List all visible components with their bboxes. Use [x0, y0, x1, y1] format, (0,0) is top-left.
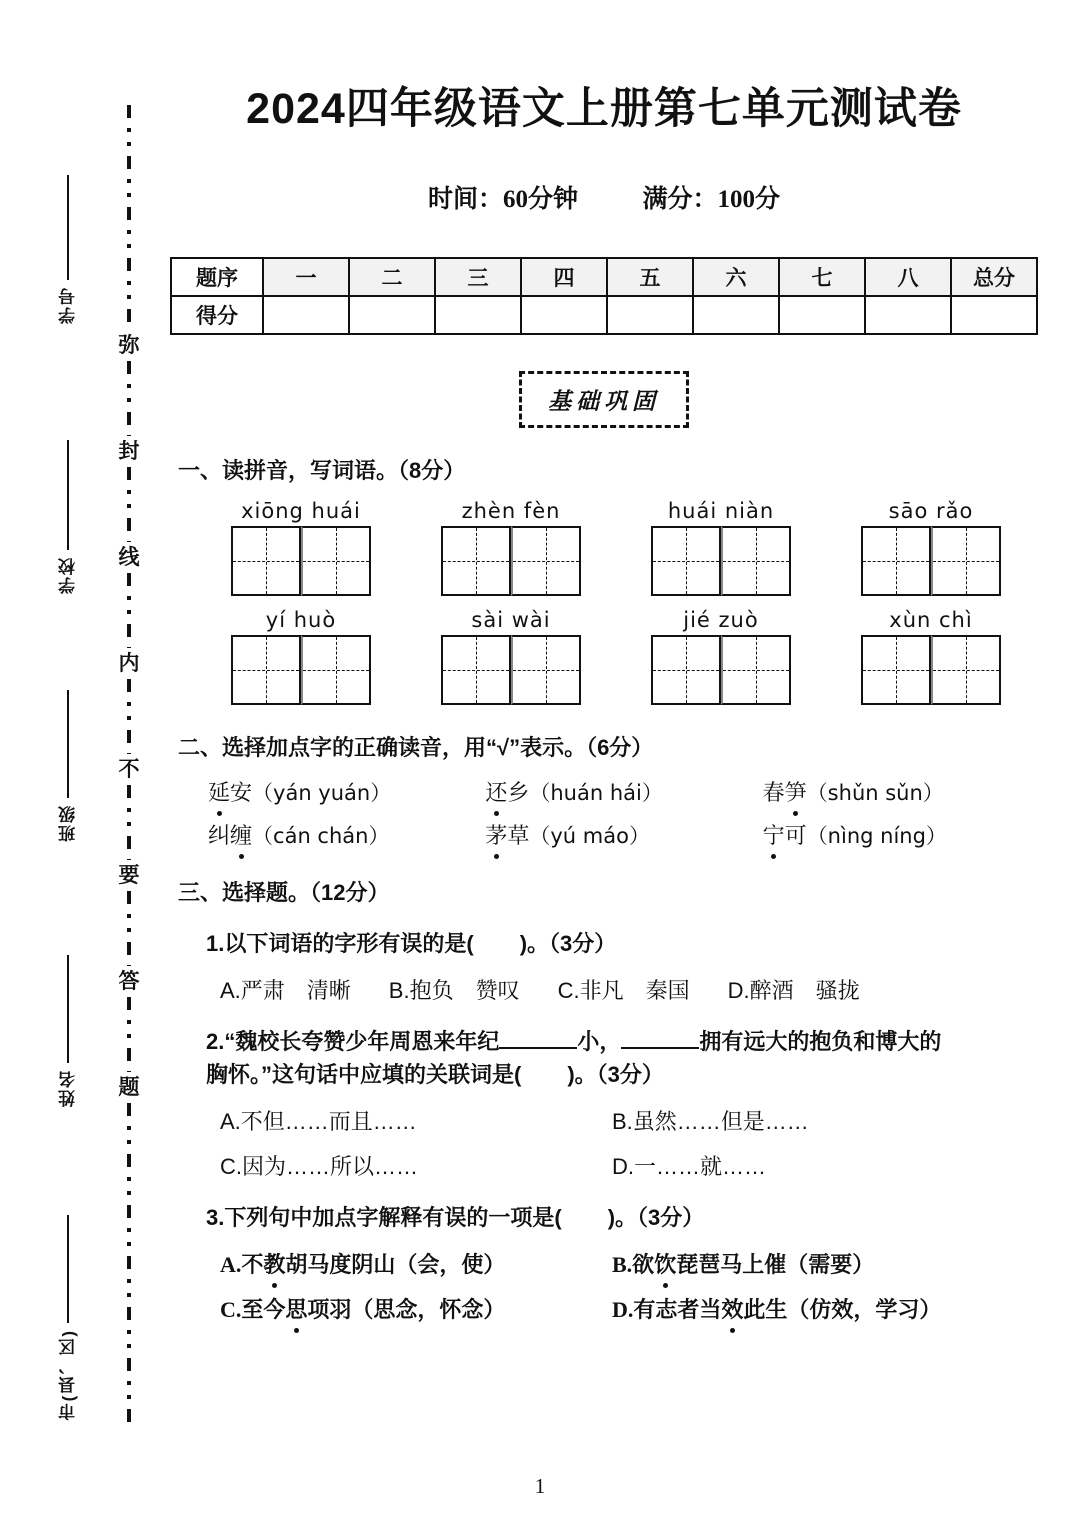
- mc-option-1-d[interactable]: D.醉酒 骚拢: [727, 978, 860, 1004]
- mc-option-3-a-suffix: 胡马度阴山（会，使）: [285, 1252, 506, 1278]
- score-table-row-label-tixu: 题序: [171, 258, 263, 296]
- tianzi-cell[interactable]: [441, 526, 511, 596]
- exam-time: 时间：60分钟: [427, 186, 578, 214]
- reading-options-2[interactable]: （huán hái）: [529, 781, 663, 806]
- reading-word-post-1: 安: [230, 780, 253, 806]
- tianzi-cell[interactable]: [441, 635, 511, 705]
- mc-option-3-b[interactable]: [612, 1248, 1004, 1279]
- mc-option-3-d-prefix: D.有志者当: [612, 1297, 722, 1323]
- tianzi-cell[interactable]: [721, 526, 791, 596]
- tianzi-pair-8[interactable]: [861, 635, 1001, 705]
- mc-question-2-number: 2.: [206, 1029, 225, 1055]
- seal-char-nei: 内: [118, 652, 140, 675]
- tianzi-cell[interactable]: [721, 635, 791, 705]
- tianzi-cell[interactable]: [511, 526, 581, 596]
- reading-item-1[interactable]: [208, 776, 485, 807]
- section-heading-one: 一、读拼音，写词语。（8分）: [178, 458, 466, 484]
- left-margin: [0, 0, 160, 1527]
- margin-label-group-xuexiao: [40, 440, 96, 594]
- score-col-2: 二: [349, 258, 435, 296]
- reading-row-1: [208, 776, 1040, 807]
- pinyin-label-8: xùn chì: [889, 608, 973, 633]
- mc-option-3-d[interactable]: [612, 1293, 1004, 1324]
- seal-dash-segment: [127, 573, 131, 648]
- page-title: 2024四年级语文上册第七单元测试卷: [246, 85, 962, 133]
- dotted-char-5: 茅: [485, 819, 507, 850]
- mc-options-3-row1: [220, 1248, 1040, 1279]
- dotted-char-6: 宁: [763, 819, 785, 850]
- reading-word-post-5: 草: [507, 823, 530, 849]
- reading-item-6[interactable]: [763, 819, 1040, 850]
- fill-blank-2-2[interactable]: [621, 1047, 699, 1049]
- margin-label-xingming: 姓名: [58, 1069, 78, 1107]
- table-row-headers: [171, 258, 1037, 296]
- margin-rule: [67, 690, 69, 798]
- pinyin-item-3: [616, 499, 826, 596]
- seal-char-xian: 线: [118, 546, 140, 569]
- mc-question-3-stem: [206, 1201, 1040, 1234]
- mc-option-2-d[interactable]: D.一……就……: [612, 1154, 767, 1180]
- tianzi-cell[interactable]: [511, 635, 581, 705]
- reading-options-6[interactable]: （nìng níng）: [806, 824, 947, 849]
- pinyin-exercise-block: [168, 499, 1040, 705]
- score-cell-1[interactable]: [263, 296, 349, 334]
- pinyin-label-2: zhèn fèn: [461, 499, 561, 524]
- dotted-char-si: 思: [285, 1293, 307, 1324]
- reading-item-3[interactable]: [763, 776, 1040, 807]
- mc-question-1-stem: [206, 927, 1040, 960]
- reading-exercise-block: [168, 776, 1040, 850]
- dotted-char-2: 还: [485, 776, 507, 807]
- score-col-1: 一: [263, 258, 349, 296]
- score-cell-4[interactable]: [521, 296, 607, 334]
- pinyin-item-1: [196, 499, 406, 596]
- mc-option-2-c[interactable]: C.因为……所以……: [220, 1154, 419, 1180]
- table-row-scores: [171, 296, 1037, 334]
- margin-label-xuehao: 学号: [58, 286, 78, 324]
- score-col-4: 四: [521, 258, 607, 296]
- reading-word-post-6: 可: [784, 823, 807, 849]
- exam-meta: [168, 179, 1040, 215]
- tianzi-pair-6[interactable]: [441, 635, 581, 705]
- reading-options-4[interactable]: （cán chán）: [252, 824, 390, 849]
- mc-option-1-c[interactable]: C.非凡 秦国: [557, 978, 690, 1004]
- dotted-char-jiao: 教: [263, 1248, 285, 1279]
- mc-question-1-text: 以下词语的字形有误的是(: [224, 931, 474, 957]
- dotted-char-3: 笋: [785, 776, 807, 807]
- score-col-6: 六: [693, 258, 779, 296]
- mc-option-3-c-prefix: C.至今: [220, 1297, 286, 1323]
- seal-dash-segment: [127, 679, 131, 754]
- seal-char-ti: 题: [118, 1076, 140, 1099]
- score-cell-2[interactable]: [349, 296, 435, 334]
- margin-label-xuexiao: 学校: [58, 556, 78, 594]
- seal-dash-segment: [127, 891, 131, 966]
- margin-label-group-banji: [40, 690, 96, 842]
- reading-options-1[interactable]: （yán yuán）: [252, 781, 392, 806]
- score-table-row-label-defen: 得分: [171, 296, 263, 334]
- score-cell-6[interactable]: [693, 296, 779, 334]
- tianzi-cell[interactable]: [651, 635, 721, 705]
- mc-option-3-c-suffix: 项羽（思念，怀念）: [307, 1297, 506, 1323]
- pinyin-item-5: [196, 608, 406, 705]
- score-cell-total[interactable]: [951, 296, 1037, 334]
- seal-dash-segment: [127, 467, 131, 542]
- mc-options-2-row1: [220, 1105, 1040, 1136]
- pinyin-label-5: yí huò: [265, 608, 337, 633]
- pinyin-label-3: huái niàn: [667, 499, 775, 524]
- tianzi-cell[interactable]: [301, 526, 371, 596]
- mc-options-1: [220, 974, 1040, 1005]
- tianzi-cell[interactable]: [861, 526, 931, 596]
- tianzi-cell[interactable]: [931, 526, 1001, 596]
- section-badge-jichugonggu: 基础巩固: [519, 371, 689, 428]
- margin-rule: [67, 175, 69, 280]
- margin-rule: [67, 955, 69, 1063]
- tianzi-cell[interactable]: [931, 635, 1001, 705]
- tianzi-pair-1[interactable]: [231, 526, 371, 596]
- tianzi-cell[interactable]: [231, 635, 301, 705]
- exam-total-score: 满分：100分: [642, 186, 781, 214]
- score-col-3: 三: [435, 258, 521, 296]
- seal-dash-segment: [127, 105, 131, 330]
- margin-rule: [67, 1215, 69, 1323]
- pinyin-item-6: [406, 608, 616, 705]
- pinyin-item-2: [406, 499, 616, 596]
- tianzi-pair-3[interactable]: [651, 526, 791, 596]
- mc-question-3-text: 下列句中加点字解释有误的一项是(: [224, 1205, 562, 1231]
- mc-question-3-tail: )。（3分）: [607, 1205, 705, 1231]
- tianzi-cell[interactable]: [231, 526, 301, 596]
- reading-word-pre-3: 春: [762, 780, 785, 806]
- seal-line: [112, 105, 146, 1425]
- seal-dash-segment: [127, 1103, 131, 1425]
- mc-option-3-a[interactable]: [220, 1248, 612, 1279]
- tianzi-cell[interactable]: [651, 526, 721, 596]
- tianzi-pair-2[interactable]: [441, 526, 581, 596]
- pinyin-label-6: sài wài: [471, 608, 551, 633]
- section-heading-three: 三、选择题。（12分）: [178, 880, 390, 906]
- score-cell-5[interactable]: [607, 296, 693, 334]
- score-col-total: 总分: [951, 258, 1037, 296]
- mc-option-2-b[interactable]: B.虽然……但是……: [612, 1109, 809, 1135]
- reading-row-2: [208, 819, 1040, 850]
- seal-char-da: 答: [118, 970, 140, 993]
- tianzi-cell[interactable]: [301, 635, 371, 705]
- mc-question-2-text-part1: “魏校长夸赞少年周恩来年纪: [224, 1029, 500, 1055]
- reading-item-2[interactable]: [485, 776, 762, 807]
- seal-dash-segment: [127, 997, 131, 1072]
- pinyin-item-8: [826, 608, 1036, 705]
- score-cell-7[interactable]: [779, 296, 865, 334]
- page-number: 1: [534, 1474, 546, 1498]
- score-cell-3[interactable]: [435, 296, 521, 334]
- score-table: [170, 257, 1038, 335]
- seal-char-yao: 要: [118, 864, 140, 887]
- tianzi-pair-7[interactable]: [651, 635, 791, 705]
- mc-options-2-row2: [220, 1150, 1040, 1181]
- mc-option-3-c[interactable]: [220, 1293, 612, 1324]
- reading-item-4[interactable]: [208, 819, 485, 850]
- margin-rule: [67, 440, 69, 550]
- mc-options-3-row2: [220, 1293, 1040, 1324]
- fill-blank-2-1[interactable]: [499, 1047, 577, 1049]
- reading-item-5[interactable]: [485, 819, 762, 850]
- mc-option-1-b[interactable]: B.抱负 赞叹: [388, 978, 520, 1004]
- mc-question-2-tail: )。（3分）: [567, 1062, 664, 1088]
- pinyin-item-7: [616, 608, 826, 705]
- margin-label-banji: 班级: [58, 804, 78, 842]
- mc-option-3-b-prefix: B.欲: [612, 1252, 655, 1278]
- seal-dash-segment: [127, 785, 131, 860]
- badge-wrap: [168, 371, 1040, 428]
- seal-char-feng: 封: [118, 440, 140, 463]
- score-col-7: 七: [779, 258, 865, 296]
- mc-question-1-number: 1.: [206, 931, 225, 957]
- margin-label-group-xingming: [40, 955, 96, 1107]
- mc-option-3-b-suffix: 琵琶马上催（需要）: [676, 1252, 875, 1278]
- reading-options-5[interactable]: （yú máo）: [529, 824, 650, 849]
- tianzi-pair-4[interactable]: [861, 526, 1001, 596]
- section-heading-two: 二、选择加点字的正确读音，用“√”表示。（6分）: [178, 735, 654, 761]
- mc-question-2-text-part2: 小，: [577, 1029, 622, 1055]
- margin-label-group-xuehao: [40, 175, 96, 324]
- dotted-char-yin: 饮: [654, 1248, 676, 1279]
- reading-word-post-2: 乡: [507, 780, 530, 806]
- dotted-char-1: 延: [208, 776, 230, 807]
- score-cell-8[interactable]: [865, 296, 951, 334]
- mc-option-2-a[interactable]: A.不但……而且……: [220, 1109, 417, 1135]
- pinyin-label-7: jié zuò: [683, 608, 759, 633]
- seal-char-mi: 弥: [118, 334, 140, 357]
- exam-page: [160, 0, 1080, 1527]
- mc-question-3-number: 3.: [206, 1205, 225, 1231]
- score-col-5: 五: [607, 258, 693, 296]
- pinyin-item-4: [826, 499, 1036, 596]
- tianzi-cell[interactable]: [861, 635, 931, 705]
- pinyin-label-1: xiōng huái: [241, 499, 361, 524]
- margin-label-shixianqu: 市(县、区): [58, 1329, 78, 1421]
- seal-dash-segment: [127, 361, 131, 436]
- tianzi-pair-5[interactable]: [231, 635, 371, 705]
- margin-label-group-shixianqu: [40, 1215, 96, 1420]
- mc-question-2-stem: [206, 1025, 1040, 1091]
- mc-question-1-tail: )。（3分）: [519, 931, 617, 957]
- dotted-char-4: 缠: [230, 819, 252, 850]
- mc-option-1-a[interactable]: A.严肃 清晰: [220, 978, 351, 1004]
- mc-option-3-d-suffix: 此生（仿效，学习）: [743, 1297, 942, 1323]
- seal-char-bu: 不: [118, 758, 140, 781]
- pinyin-row-1: [196, 499, 1040, 596]
- mc-option-3-a-prefix: A.不: [220, 1252, 264, 1278]
- pinyin-row-2: [196, 608, 1040, 705]
- score-col-8: 八: [865, 258, 951, 296]
- reading-word-pre-4: 纠: [208, 823, 231, 849]
- dotted-char-xiao: 效: [721, 1293, 743, 1324]
- mc-question-2-line2: 胸怀。”这句话中应填的关联词是(: [206, 1062, 522, 1088]
- reading-options-3[interactable]: （shǔn sǔn）: [806, 781, 944, 806]
- pinyin-label-4: sāo rǎo: [888, 499, 974, 524]
- mc-question-2-text-part3: 拥有远大的抱负和博大的: [699, 1029, 942, 1055]
